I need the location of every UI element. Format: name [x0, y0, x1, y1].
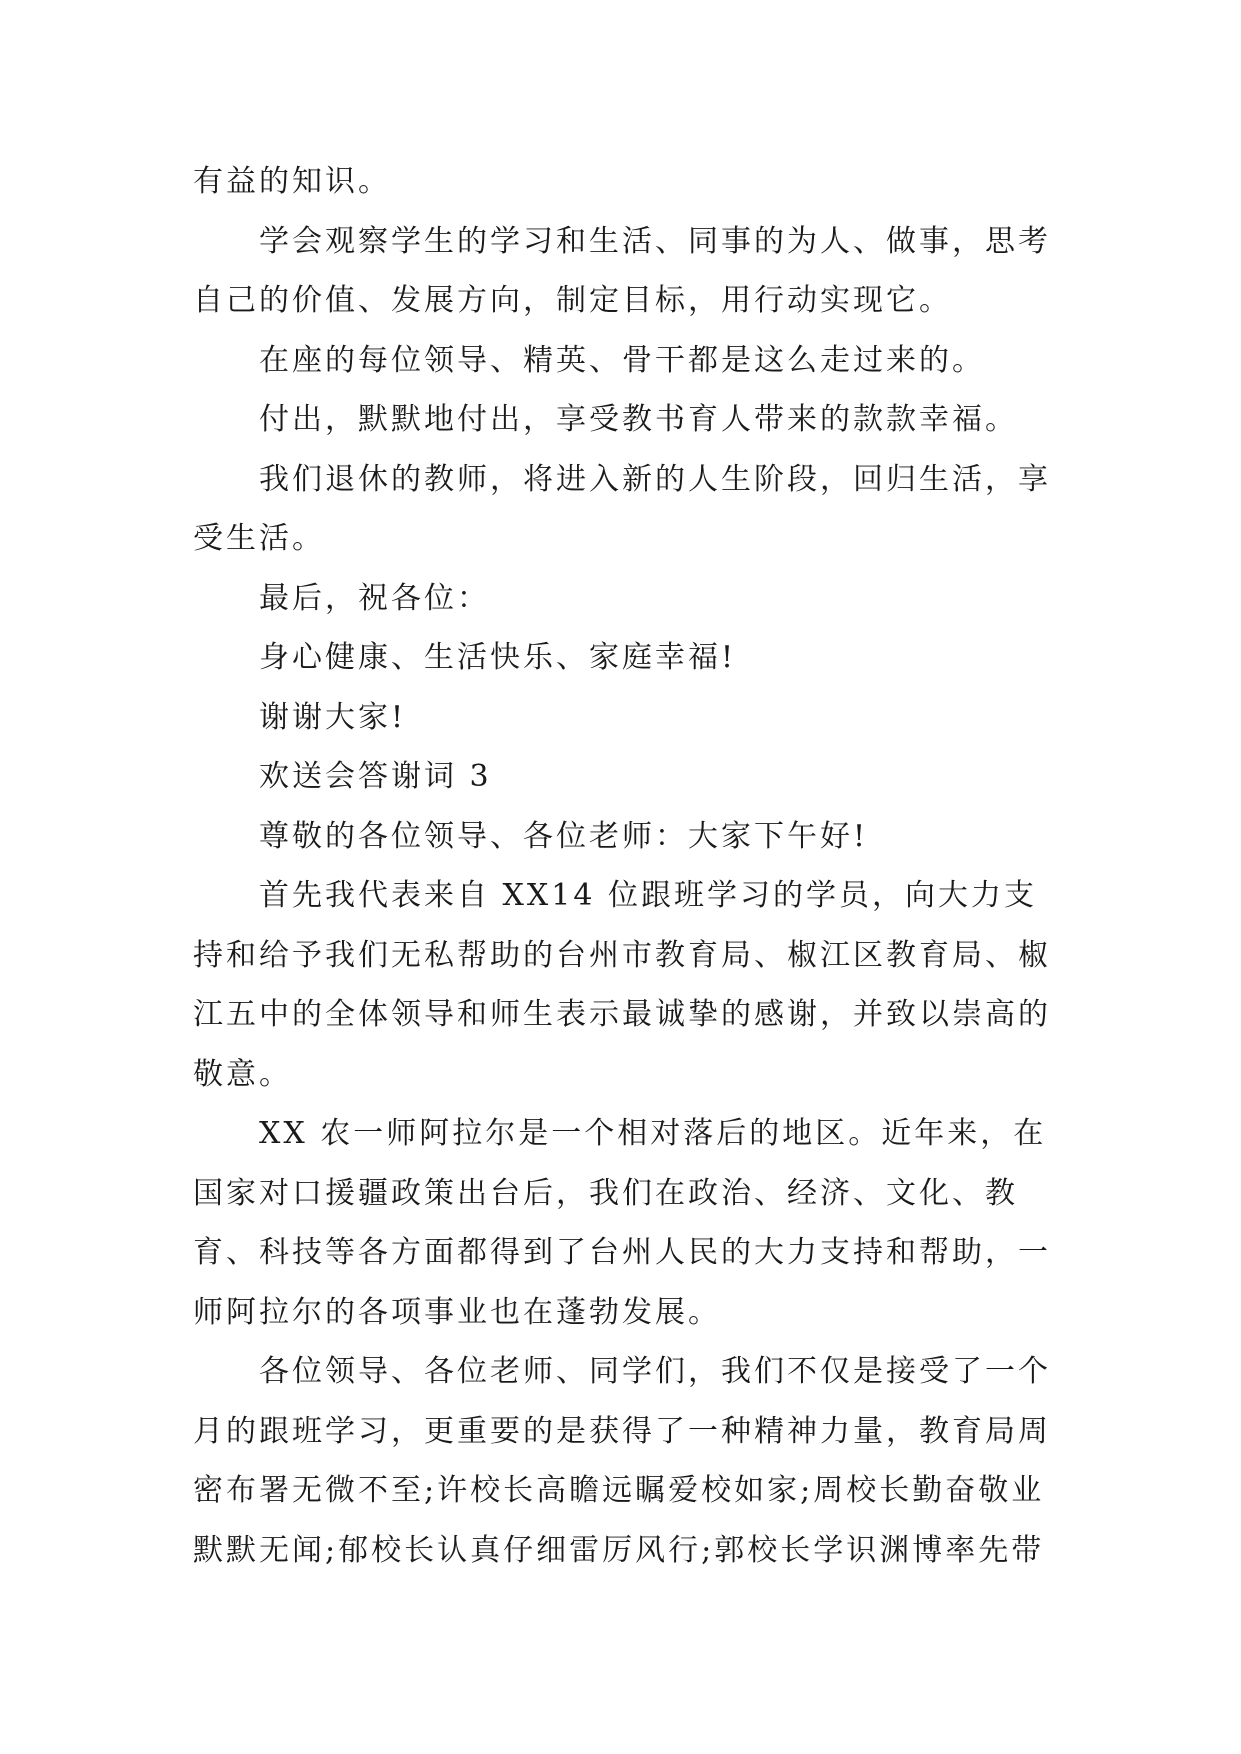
section-heading: 欢送会答谢词 3: [259, 759, 492, 794]
paragraph: 身心健康、生活快乐、家庭幸福!: [259, 640, 737, 675]
paragraph: 谢谢大家!: [259, 699, 407, 735]
paragraph: 学会观察学生的学习和生活、同事的为人、做事，思考自己的价值、发展方向，制定目标，用行动实现它。: [193, 223, 1051, 318]
paragraph: 付出，默默地付出，享受教书育人带来的款款幸福。: [259, 402, 1018, 437]
paragraph: 在座的每位领导、精英、骨干都是这么走过来的。: [259, 342, 985, 378]
document-body: [193, 152, 1063, 1580]
paragraph: XX 农一师阿拉尔是一个相对落后的地区。近年来，在国家对口援疆政策出台后，我们在政治、经济、文化、教育、科技等各方面都得到了台州人民的大力支持和帮助，一师阿拉尔的各项事业也在蓬勃发展。: [193, 1116, 1051, 1330]
paragraph: 首先我代表来自 XX14 位跟班学习的学员，向大力支持和给予我们无私帮助的台州市教育局、椒江区教育局、椒江五中的全体领导和师生表示最诚挚的感谢，并致以崇高的敬意。: [193, 878, 1051, 1092]
salutation: 尊敬的各位领导、各位老师：大家下午好!: [259, 818, 869, 854]
paragraph: 最后，祝各位：: [259, 580, 490, 616]
paragraph: 各位领导、各位老师、同学们，我们不仅是接受了一个月的跟班学习，更重要的是获得了一种精神力量，教育局周密布署无微不至;许校长高瞻远瞩爱校如家;周校长勤奋敬业默默无闻;郁校长认真仔细雷厉风行;郭校长学识渊博率先带: [193, 1354, 1051, 1568]
paragraph: 有益的知识。: [193, 164, 391, 199]
paragraph: 我们退休的教师，将进入新的人生阶段，回归生活，享受生活。: [193, 461, 1051, 556]
